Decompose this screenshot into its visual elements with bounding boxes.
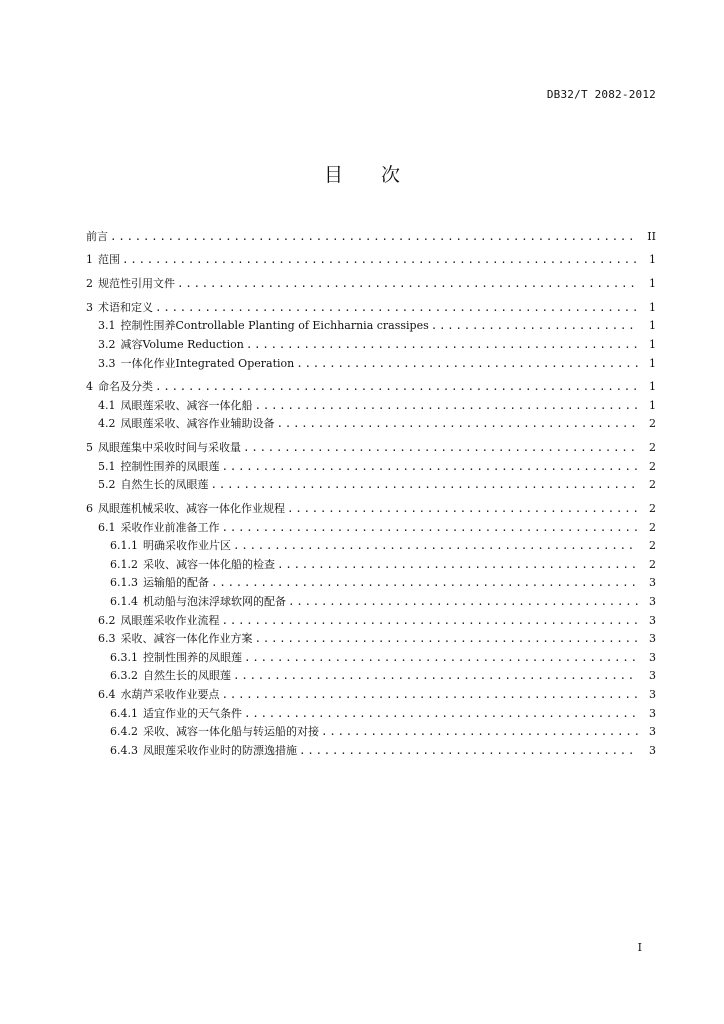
toc-entry[interactable] xyxy=(86,609,656,628)
dot-leader xyxy=(122,253,638,267)
toc-entry-label xyxy=(110,725,321,739)
toc-entry-text: 前言 xyxy=(86,229,108,243)
toc-entry-number: 1 xyxy=(86,253,93,267)
toc-entry-label xyxy=(98,357,296,371)
toc-entry-text: 控制性围养的凤眼莲 xyxy=(143,650,242,664)
toc-entry-label xyxy=(86,253,122,267)
toc-entry-page: 1 xyxy=(649,277,656,291)
toc-entry[interactable] xyxy=(86,628,656,647)
toc-entry-text: 采收、减容一体化船与转运船的对接 xyxy=(143,725,319,739)
document-code: DB32/T 2082-2012 xyxy=(546,88,656,101)
dot-leader xyxy=(277,558,638,572)
toc-title-part1: 目 xyxy=(323,164,343,186)
toc-entry-page: 3 xyxy=(649,687,656,701)
dot-leader xyxy=(255,399,639,413)
toc-entry-number: 6.4.3 xyxy=(110,743,138,757)
toc-entry[interactable] xyxy=(86,590,656,609)
toc-entry-label xyxy=(86,230,110,244)
toc-entry-text: 命名及分类 xyxy=(98,380,153,394)
toc-entry[interactable] xyxy=(86,492,656,516)
toc-entry-text: 范围 xyxy=(98,253,120,267)
dot-leader xyxy=(246,338,638,352)
dot-leader xyxy=(222,688,639,702)
toc-entry-page: 1 xyxy=(649,398,656,412)
toc-entry[interactable] xyxy=(86,394,656,413)
toc-entry-text: 规范性引用文件 xyxy=(98,277,175,291)
toc-entry-number: 6.3 xyxy=(98,632,116,646)
toc-entry[interactable] xyxy=(86,455,656,474)
toc-entry[interactable] xyxy=(86,244,656,268)
toc-entry-label xyxy=(98,478,211,492)
toc-entry-number: 2 xyxy=(86,277,93,291)
toc-entry-number: 6.1.4 xyxy=(110,594,138,608)
toc-entry-page: 3 xyxy=(649,650,656,664)
toc-entry-page: 2 xyxy=(649,478,656,492)
toc-entry[interactable] xyxy=(86,739,656,758)
toc-entry-page: 1 xyxy=(649,319,656,333)
toc-entry-label xyxy=(110,744,299,758)
toc-entry-text: 机动船与泡沫浮球软网的配备 xyxy=(143,594,286,608)
dot-leader xyxy=(244,707,638,721)
toc-entry-number: 3 xyxy=(86,300,93,314)
toc-entry-number: 6.1.2 xyxy=(110,557,138,571)
toc-entry-text: 自然生长的凤眼莲 xyxy=(120,478,209,492)
toc-entry[interactable] xyxy=(86,352,656,371)
toc-entry[interactable] xyxy=(86,315,656,334)
toc-entry-text: 凤眼莲采收、减容作业辅助设备 xyxy=(120,417,275,431)
toc-entry-number: 6.4.1 xyxy=(110,706,138,720)
toc-entry-number: 6.4.2 xyxy=(110,725,138,739)
toc-entry-label xyxy=(98,338,246,352)
dot-leader xyxy=(244,651,638,665)
toc-entry-text: 控制性围养Controllable Planting of Eichharnia crassipes xyxy=(120,319,429,333)
toc-entry[interactable] xyxy=(86,721,656,740)
dot-leader xyxy=(431,319,638,333)
toc-entry-page: 3 xyxy=(649,669,656,683)
toc-entry-text: 水葫芦采收作业要点 xyxy=(120,687,220,701)
toc-entry-number: 6.1.1 xyxy=(110,539,138,553)
toc-entry-page: 2 xyxy=(649,557,656,571)
toc-entry-text: 适宜作业的天气条件 xyxy=(143,706,242,720)
dot-leader xyxy=(296,357,638,371)
toc-entry-number: 3.1 xyxy=(98,319,116,333)
toc-entry[interactable] xyxy=(86,431,656,455)
toc-entry-text: 凤眼莲集中采收时间与采收量 xyxy=(98,441,241,455)
dot-leader xyxy=(222,460,639,474)
toc-entry-number: 6.3.1 xyxy=(110,650,138,664)
toc-entry-text: 减容Volume Reduction xyxy=(120,337,244,351)
toc-entry[interactable] xyxy=(86,291,656,315)
toc-entry-text: 自然生长的凤眼莲 xyxy=(143,669,231,683)
toc-entry-number: 6.1.3 xyxy=(110,576,138,590)
toc-entry[interactable] xyxy=(86,683,656,702)
toc-entry-text: 凤眼莲采收作业流程 xyxy=(120,613,220,627)
toc-entry-page: 3 xyxy=(649,743,656,757)
toc-entry-label xyxy=(110,558,277,572)
toc-title-part2: 次 xyxy=(381,164,401,186)
dot-leader xyxy=(211,576,638,590)
dot-leader xyxy=(288,595,638,609)
toc-entry[interactable] xyxy=(86,646,656,665)
toc-entry-label xyxy=(98,521,222,535)
dot-leader xyxy=(155,380,638,394)
dot-leader xyxy=(110,230,638,244)
toc-title xyxy=(0,160,724,187)
toc-entry-label xyxy=(86,441,243,455)
toc-entry-page: 2 xyxy=(649,520,656,534)
toc-entry[interactable] xyxy=(86,516,656,535)
toc-entry-text: 一体化作业Integrated Operation xyxy=(120,356,295,370)
toc-entry[interactable] xyxy=(86,267,656,291)
toc-entry-label xyxy=(110,651,244,665)
dot-leader xyxy=(321,725,638,739)
toc-entry-text: 明确采收作业片区 xyxy=(143,539,231,553)
toc-entry-number: 6.1 xyxy=(98,520,116,534)
toc-entry-label xyxy=(110,707,244,721)
toc-entry-label xyxy=(98,688,222,702)
toc-entry-page: 1 xyxy=(649,356,656,370)
toc-entry-label xyxy=(110,539,233,553)
toc-entry-label xyxy=(86,502,287,516)
dot-leader xyxy=(222,614,639,628)
toc-entry-label xyxy=(110,576,211,590)
dot-leader xyxy=(299,744,638,758)
toc-entry[interactable] xyxy=(86,371,656,395)
toc-entry-label xyxy=(98,319,431,333)
toc-entry-page: 3 xyxy=(649,594,656,608)
toc-entry-text: 凤眼莲机械采收、减容一体化作业规程 xyxy=(98,501,285,515)
toc-entry-page: 2 xyxy=(649,501,656,515)
toc-entry-number: 5.2 xyxy=(98,478,116,492)
dot-leader xyxy=(277,417,639,431)
toc-entry-text: 凤眼莲采收、减容一体化船 xyxy=(120,398,253,412)
toc-entry[interactable] xyxy=(86,413,656,432)
toc-entry[interactable] xyxy=(86,665,656,684)
toc-entry-label xyxy=(98,417,277,431)
toc-entry-text: 术语和定义 xyxy=(98,300,153,314)
toc-entry-page: 3 xyxy=(649,706,656,720)
dot-leader xyxy=(255,632,639,646)
toc-entry[interactable] xyxy=(86,220,656,244)
dot-leader xyxy=(233,669,638,683)
toc-entry-text: 采收作业前准备工作 xyxy=(120,520,220,534)
toc-entry-label xyxy=(98,399,255,413)
toc-entry-page: 1 xyxy=(649,380,656,394)
toc-entry[interactable] xyxy=(86,572,656,591)
dot-leader xyxy=(155,301,638,315)
toc-entry-number: 3.2 xyxy=(98,337,116,351)
toc-entry-page: 3 xyxy=(649,725,656,739)
toc-entry-label xyxy=(98,460,222,474)
toc-entry[interactable] xyxy=(86,535,656,554)
toc-entry-number: 4.1 xyxy=(98,398,116,412)
toc-entry-page: 3 xyxy=(649,613,656,627)
toc-entry-page: 3 xyxy=(649,632,656,646)
toc-entry-page: 2 xyxy=(649,417,656,431)
dot-leader xyxy=(211,478,639,492)
table-of-contents xyxy=(86,220,656,758)
toc-entry-text: 运输船的配备 xyxy=(143,576,209,590)
toc-entry-page: 1 xyxy=(649,337,656,351)
toc-entry-label xyxy=(86,380,155,394)
toc-entry-number: 5.1 xyxy=(98,459,116,473)
toc-entry-number: 4 xyxy=(86,380,93,394)
toc-entry-label xyxy=(98,632,255,646)
toc-entry-number: 6.4 xyxy=(98,687,116,701)
toc-entry-page: II xyxy=(647,229,656,243)
page-number: I xyxy=(637,941,642,954)
toc-entry-label xyxy=(110,669,233,683)
toc-entry[interactable] xyxy=(86,333,656,352)
toc-entry-label xyxy=(98,614,222,628)
toc-entry-number: 6 xyxy=(86,501,93,515)
dot-leader xyxy=(287,502,638,516)
toc-entry-text: 控制性围养的凤眼莲 xyxy=(120,459,220,473)
toc-entry-text: 采收、减容一体化作业方案 xyxy=(120,632,253,646)
toc-entry-page: 1 xyxy=(649,253,656,267)
dot-leader xyxy=(222,521,639,535)
toc-entry[interactable] xyxy=(86,702,656,721)
dot-leader xyxy=(233,539,638,553)
toc-entry-number: 5 xyxy=(86,441,93,455)
toc-entry-label xyxy=(86,301,155,315)
toc-entry-text: 凤眼莲采收作业时的防漂逸措施 xyxy=(143,743,297,757)
toc-entry-page: 3 xyxy=(649,576,656,590)
toc-entry-page: 1 xyxy=(649,300,656,314)
toc-entry-number: 3.3 xyxy=(98,356,116,370)
toc-entry-page: 2 xyxy=(649,459,656,473)
toc-entry-page: 2 xyxy=(649,539,656,553)
dot-leader xyxy=(243,441,638,455)
toc-entry-number: 6.2 xyxy=(98,613,116,627)
toc-entry-number: 6.3.2 xyxy=(110,669,138,683)
toc-entry[interactable] xyxy=(86,553,656,572)
toc-entry[interactable] xyxy=(86,474,656,493)
toc-entry-text: 采收、减容一体化船的检查 xyxy=(143,557,275,571)
toc-entry-label xyxy=(86,277,177,291)
toc-entry-page: 2 xyxy=(649,441,656,455)
toc-entry-number: 4.2 xyxy=(98,417,116,431)
dot-leader xyxy=(177,277,638,291)
toc-entry-label xyxy=(110,595,288,609)
